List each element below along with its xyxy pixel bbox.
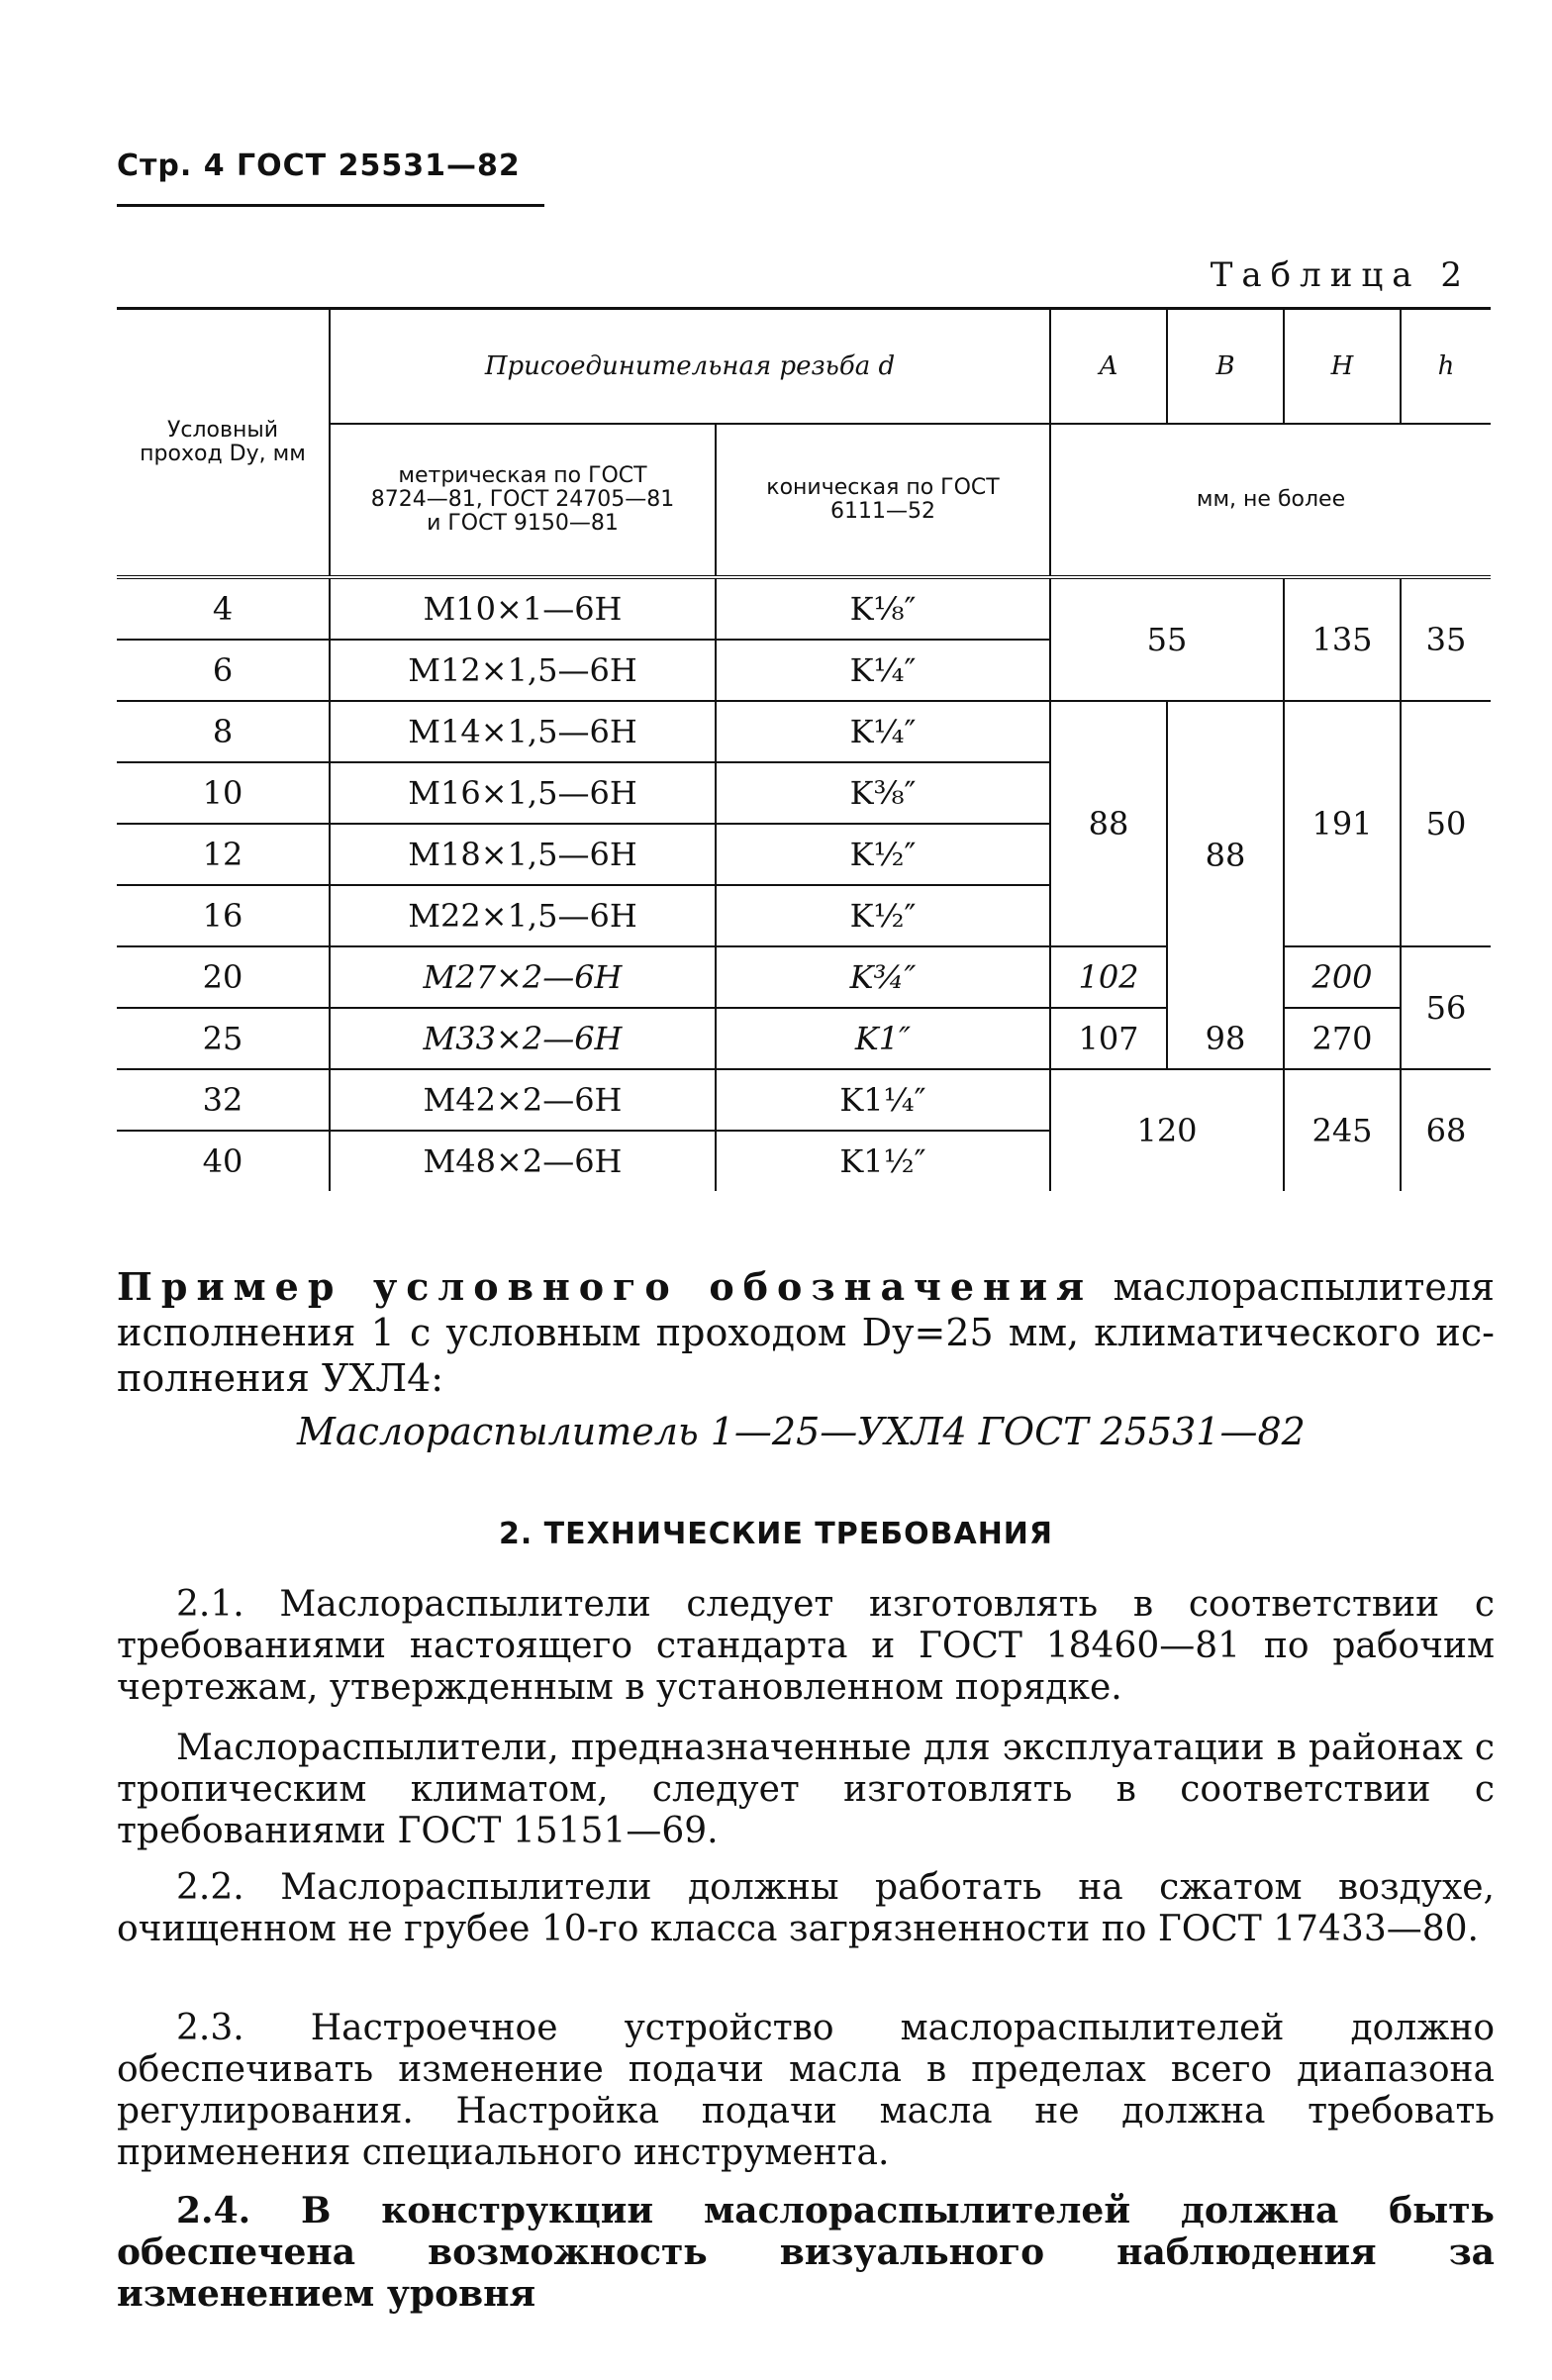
header-metric: метрическая по ГОСТ 8724—81, ГОСТ 24705—81 и ГОСТ 9150—81 bbox=[330, 424, 716, 577]
A-value: 88 bbox=[1050, 701, 1167, 946]
header-B: B bbox=[1167, 310, 1284, 424]
conic-cell: K½″ bbox=[716, 885, 1050, 946]
paragraph-text: 2.1. Маслораспылители следует изготовлять в соответствии с требованиями настоящего стандарта и ГОСТ 18460—81 по рабочим чертежам, утвержденным в установленном порядке. bbox=[117, 1584, 1495, 1708]
H-value: 135 bbox=[1284, 577, 1401, 701]
metric-cell: M10×1—6H bbox=[330, 577, 716, 640]
dy-cell: 6 bbox=[117, 640, 330, 701]
conic-cell: K¼″ bbox=[716, 640, 1050, 701]
section-title: 2. ТЕХНИЧЕСКИЕ ТРЕБОВАНИЯ bbox=[498, 1517, 1054, 1551]
dy-cell: 12 bbox=[117, 824, 330, 885]
dy-cell: 20 bbox=[117, 946, 330, 1008]
metric-cell: M48×2—6H bbox=[330, 1131, 716, 1191]
paragraph-2-3 bbox=[117, 2008, 1495, 2174]
example-line-1 bbox=[117, 1265, 1495, 1309]
header-H: H bbox=[1284, 310, 1401, 424]
example-line-2: исполнения 1 с условным проходом Dу=25 мм, климатического ис- bbox=[117, 1311, 1495, 1354]
metric-cell: M16×1,5—6H bbox=[330, 762, 716, 824]
H-value: 270 bbox=[1284, 1008, 1401, 1069]
header-A: A bbox=[1050, 310, 1167, 424]
conic-cell: K1½″ bbox=[716, 1131, 1050, 1191]
conic-cell: K½″ bbox=[716, 824, 1050, 885]
h-value: 68 bbox=[1401, 1069, 1491, 1191]
dy-cell: 4 bbox=[117, 577, 330, 640]
paragraph-text: 2.2. Маслораспылители должны работать на сжатом воздухе, очищенном не грубее 10-го класса загрязненности по ГОСТ 17433—80. bbox=[117, 1867, 1495, 1949]
example-line-3: полнения УХЛ4: bbox=[117, 1356, 444, 1400]
conic-cell: K1¼″ bbox=[716, 1069, 1050, 1131]
metric-cell: M33×2—6H bbox=[330, 1008, 716, 1069]
paragraph-text: 2.3. Настроечное устройство маслораспылителей должно обеспечивать изменение подачи масла в пределах всего диапазона регулирования. Настройка подачи масла не должна требовать применения специального инструмента. bbox=[117, 2008, 1495, 2173]
header-h: h bbox=[1401, 310, 1491, 424]
paragraph-text: 2.4. В конструкции маслораспылителей должна быть обеспечена возможность визуального наблюдения за изменением уровня bbox=[117, 2190, 1495, 2315]
header-dy: Условный проход Dу, мм bbox=[117, 310, 330, 577]
dy-cell: 40 bbox=[202, 1142, 243, 1180]
metric-cell: M27×2—6H bbox=[330, 946, 716, 1008]
header-conic: коническая по ГОСТ 6111—52 bbox=[716, 424, 1050, 577]
B-value: 88 bbox=[1167, 701, 1284, 1008]
metric-cell: M14×1,5—6H bbox=[330, 701, 716, 762]
B-value: 98 bbox=[1167, 1008, 1284, 1069]
conic-cell: K¾″ bbox=[716, 946, 1050, 1008]
dy-cell: 32 bbox=[117, 1069, 330, 1131]
data-table bbox=[117, 307, 1491, 1191]
paragraph-2-2 bbox=[117, 1867, 1495, 1950]
dy-cell: 25 bbox=[117, 1008, 330, 1069]
paragraph-2-1 bbox=[117, 1584, 1495, 1709]
h-value: 50 bbox=[1401, 701, 1491, 946]
metric-cell: M42×2—6H bbox=[330, 1069, 716, 1131]
paragraph-2-1-tropical bbox=[117, 1728, 1495, 1852]
dy-cell: 8 bbox=[117, 701, 330, 762]
example-line1-rest: маслораспылителя bbox=[1113, 1265, 1495, 1309]
metric-cell: M18×1,5—6H bbox=[330, 824, 716, 885]
table-caption: Таблица 2 bbox=[1210, 255, 1471, 295]
dy-cell: 16 bbox=[117, 885, 330, 946]
conic-cell: K1″ bbox=[716, 1008, 1050, 1069]
dy-cell: 10 bbox=[117, 762, 330, 824]
paragraph-2-4 bbox=[117, 2190, 1495, 2315]
header-rule bbox=[117, 204, 544, 207]
example-spaced-text: Пример условного обозначения bbox=[117, 1264, 1094, 1309]
h-value: 35 bbox=[1401, 577, 1491, 701]
paragraph-text: Маслораспылители, предназначенные для эксплуатации в районах с тропическим климатом, следует изготовлять в соответствии с требованиями ГОСТ 15151—69. bbox=[117, 1728, 1495, 1851]
conic-cell: K⅜″ bbox=[716, 762, 1050, 824]
A-value: 102 bbox=[1050, 946, 1167, 1008]
header-thread: Присоединительная резьба d bbox=[330, 310, 1050, 424]
metric-cell: M12×1,5—6H bbox=[330, 640, 716, 701]
H-value: 245 bbox=[1284, 1069, 1401, 1191]
conic-cell: K⅛″ bbox=[716, 577, 1050, 640]
A-B-value: 120 bbox=[1050, 1069, 1284, 1191]
H-value: 200 bbox=[1284, 946, 1401, 1008]
metric-cell: M22×1,5—6H bbox=[330, 885, 716, 946]
A-value: 107 bbox=[1050, 1008, 1167, 1069]
page-header: Стр. 4 ГОСТ 25531—82 bbox=[117, 149, 521, 183]
conic-cell: K¼″ bbox=[716, 701, 1050, 762]
designation: Маслораспылитель 1—25—УХЛ4 ГОСТ 25531—82 bbox=[297, 1410, 1306, 1453]
H-value: 191 bbox=[1284, 701, 1401, 946]
header-units: мм, не более bbox=[1050, 424, 1491, 577]
h-value: 56 bbox=[1401, 946, 1491, 1069]
A-B-value: 55 bbox=[1050, 577, 1284, 701]
